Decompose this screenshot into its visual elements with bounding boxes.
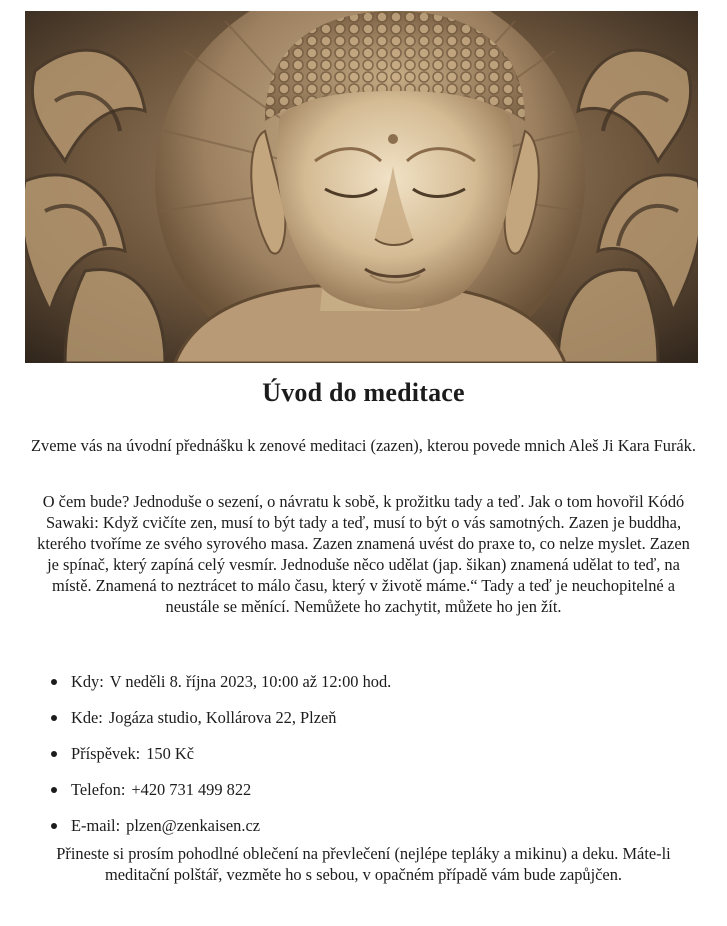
bullet-icon <box>51 787 57 793</box>
bullet-icon <box>51 715 57 721</box>
list-item-where <box>48 700 391 736</box>
bullet-icon <box>51 751 57 757</box>
bullet-icon <box>51 823 57 829</box>
phone-label: Telefon: <box>71 780 126 799</box>
fee-label: Příspěvek: <box>71 744 141 763</box>
fee-value: 150 Kč <box>146 744 194 763</box>
where-label: Kde: <box>71 708 103 727</box>
where-value: Jogáza studio, Kollárova 22, Plzeň <box>108 708 337 727</box>
bullet-icon <box>51 679 57 685</box>
list-item-when <box>48 664 391 700</box>
hero-image <box>25 11 698 363</box>
list-item-email <box>48 808 391 844</box>
email-label: E-mail: <box>71 816 121 835</box>
when-label: Kdy: <box>71 672 104 691</box>
list-item-phone <box>48 772 391 808</box>
page-title: Úvod do meditace <box>262 378 465 407</box>
phone-value[interactable]: +420 731 499 822 <box>131 780 252 799</box>
email-link[interactable]: plzen@zenkaisen.cz <box>126 816 261 835</box>
description-paragraph: O čem bude? Jednoduše o sezení, o návratu k sobě, k prožitku tady a teď. Jak o tom hovořil Kódó Sawaki: Když cvičíte zen, musí to být tady a teď, musí to být o vás samotných. Zazen je buddha, kterého tvoříme ze svého syrového masa. Zazen znamená uvést do praxe to, co nelze myslet. Zazen je spínač, který zapíná celý vesmír. Jednoduše něco udělat (jap. šikan) znamená udělat to teď, na místě. Znamená to neztrácet to málo času, který v životě máme.“ Tady a teď je neuchopitelné a neustále se měnící. Nemůžete ho zachytit, můžete ho jen žít. <box>37 492 690 616</box>
event-details-list <box>48 664 391 844</box>
closing-paragraph: Přineste si prosím pohodlné oblečení na převlečení (nejlépe tepláky a mikinu) a deku. Máte-li meditační polštář, vezměte ho s sebou, v opačném případě vám bude zapůjčen. <box>56 844 671 884</box>
intro-paragraph: Zveme vás na úvodní přednášku k zenové meditaci (zazen), kterou povede mnich Aleš Ji Kara Furák. <box>31 436 696 455</box>
buddha-statue-icon <box>25 11 698 363</box>
list-item-fee <box>48 736 391 772</box>
when-value: V neděli 8. října 2023, 10:00 až 12:00 hod. <box>109 672 392 691</box>
